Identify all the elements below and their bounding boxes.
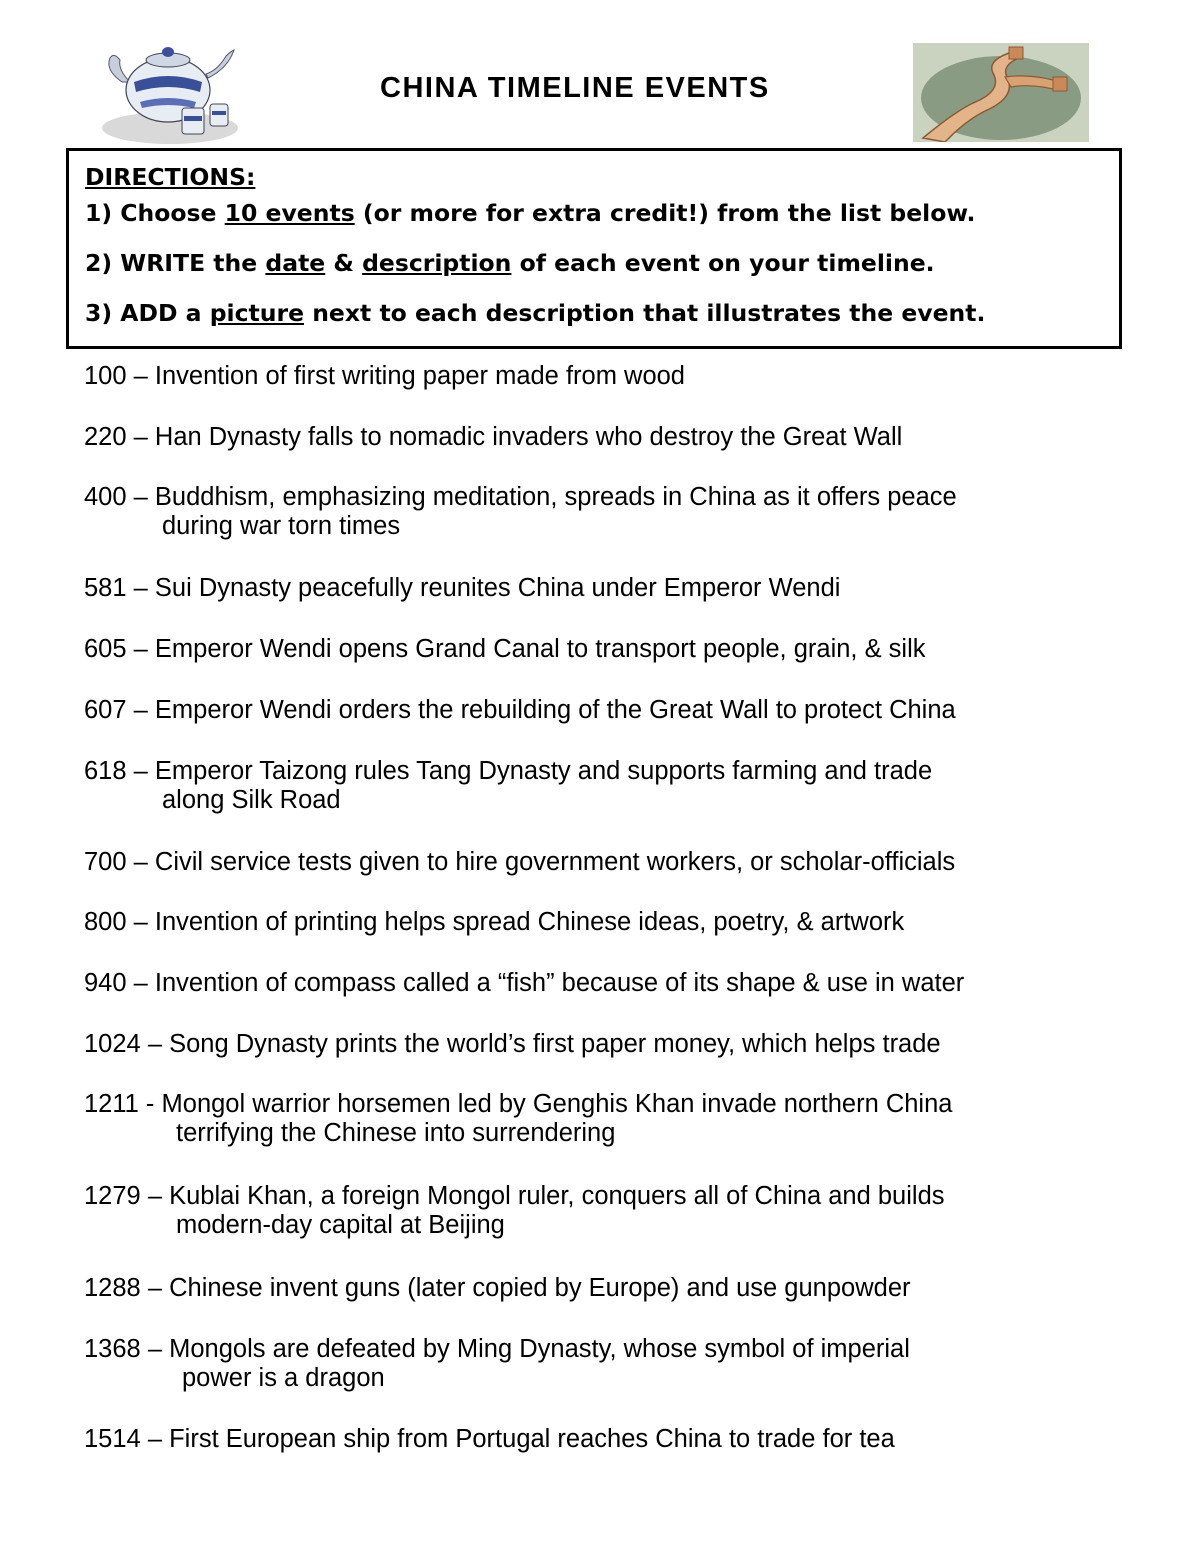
event-description-continued: along Silk Road [162, 786, 341, 814]
timeline-event [84, 423, 902, 452]
event-description: Civil service tests given to hire government workers, or scholar-officials [154, 848, 956, 876]
event-description: Emperor Wendi orders the rebuilding of the Great Wall to protect China [154, 696, 956, 724]
timeline-event [84, 969, 964, 998]
great-wall-clipart-image [913, 43, 1089, 142]
event-separator: – [126, 483, 155, 511]
timeline-event [84, 1030, 941, 1059]
timeline-event [84, 1335, 910, 1393]
event-year: 1279 [84, 1182, 141, 1210]
event-description: Sui Dynasty peacefully reunites China under Emperor Wendi [154, 574, 841, 602]
event-separator: – [126, 908, 155, 936]
event-year: 605 [84, 635, 127, 663]
event-year: 700 [84, 848, 127, 876]
event-year: 581 [84, 574, 127, 602]
event-description: Mongol warrior horsemen led by Genghis Khan invade northern China [161, 1090, 953, 1118]
event-description-continued: terrifying the Chinese into surrendering [176, 1119, 616, 1147]
event-year: 400 [84, 483, 127, 511]
event-separator: – [126, 696, 155, 724]
event-description: Buddhism, emphasizing meditation, spreads in China as it offers peace [154, 483, 957, 511]
timeline-event [84, 1274, 911, 1303]
event-description: Mongols are defeated by Ming Dynasty, whose symbol of imperial [169, 1335, 910, 1363]
event-separator: – [126, 635, 155, 663]
timeline-event [84, 848, 955, 877]
event-description-continued: modern-day capital at Beijing [176, 1211, 505, 1239]
teapot-clipart-image [100, 30, 240, 145]
event-year: 800 [84, 908, 127, 936]
event-year: 1514 [84, 1425, 141, 1453]
timeline-event [84, 1425, 895, 1454]
event-year: 1368 [84, 1335, 141, 1363]
event-year: 1024 [84, 1030, 141, 1058]
event-separator: – [140, 1182, 170, 1210]
event-year: 618 [84, 757, 127, 785]
event-separator: – [126, 574, 155, 602]
timeline-event [84, 635, 926, 664]
event-description: First European ship from Portugal reaches China to trade for tea [169, 1425, 895, 1453]
event-year: 940 [84, 969, 127, 997]
directions-box [66, 148, 1122, 349]
event-description-continued: during war torn times [162, 512, 401, 540]
event-year: 1211 [84, 1090, 139, 1118]
event-year: 220 [84, 423, 127, 451]
event-separator: – [126, 757, 155, 785]
event-description-continued: power is a dragon [182, 1364, 385, 1392]
event-year: 1288 [84, 1274, 141, 1302]
directions-step-3: 3) ADD a picture next to each description that illustrates the event. [85, 299, 986, 327]
event-description: Invention of compass called a “fish” because of its shape & use in water [154, 969, 965, 997]
event-description: Invention of printing helps spread Chinese ideas, poetry, & artwork [154, 908, 905, 936]
timeline-event [84, 757, 932, 815]
timeline-event [84, 483, 957, 541]
event-separator: – [126, 423, 155, 451]
event-separator: – [126, 969, 155, 997]
timeline-event [84, 1182, 945, 1240]
event-description: Han Dynasty falls to nomadic invaders who destroy the Great Wall [154, 423, 903, 451]
event-description: Invention of first writing paper made from wood [154, 362, 685, 390]
event-description: Emperor Taizong rules Tang Dynasty and supports farming and trade [154, 757, 933, 785]
event-description: Emperor Wendi opens Grand Canal to transport people, grain, & silk [154, 635, 926, 663]
timeline-event [84, 574, 840, 603]
event-separator: – [126, 362, 155, 390]
page-title: CHINA TIMELINE EVENTS [380, 72, 770, 104]
timeline-event [84, 696, 956, 725]
directions-step-2: 2) WRITE the date & description of each event on your timeline. [85, 249, 935, 277]
event-separator: – [140, 1274, 170, 1302]
timeline-event [84, 1090, 952, 1148]
event-year: 607 [84, 696, 127, 724]
event-separator: - [138, 1090, 162, 1118]
event-separator: – [140, 1425, 170, 1453]
event-year: 100 [84, 362, 127, 390]
event-separator: – [126, 848, 155, 876]
timeline-event [84, 908, 904, 937]
directions-step-1: 1) Choose 10 events (or more for extra credit!) from the list below. [85, 199, 976, 227]
event-description: Kublai Khan, a foreign Mongol ruler, conquers all of China and builds [169, 1182, 945, 1210]
event-description: Chinese invent guns (later copied by Europe) and use gunpowder [169, 1274, 911, 1302]
event-separator: – [140, 1030, 170, 1058]
event-description: Song Dynasty prints the world’s first paper money, which helps trade [169, 1030, 941, 1058]
event-separator: – [140, 1335, 170, 1363]
timeline-event [84, 362, 685, 391]
directions-heading: DIRECTIONS: [85, 163, 256, 191]
